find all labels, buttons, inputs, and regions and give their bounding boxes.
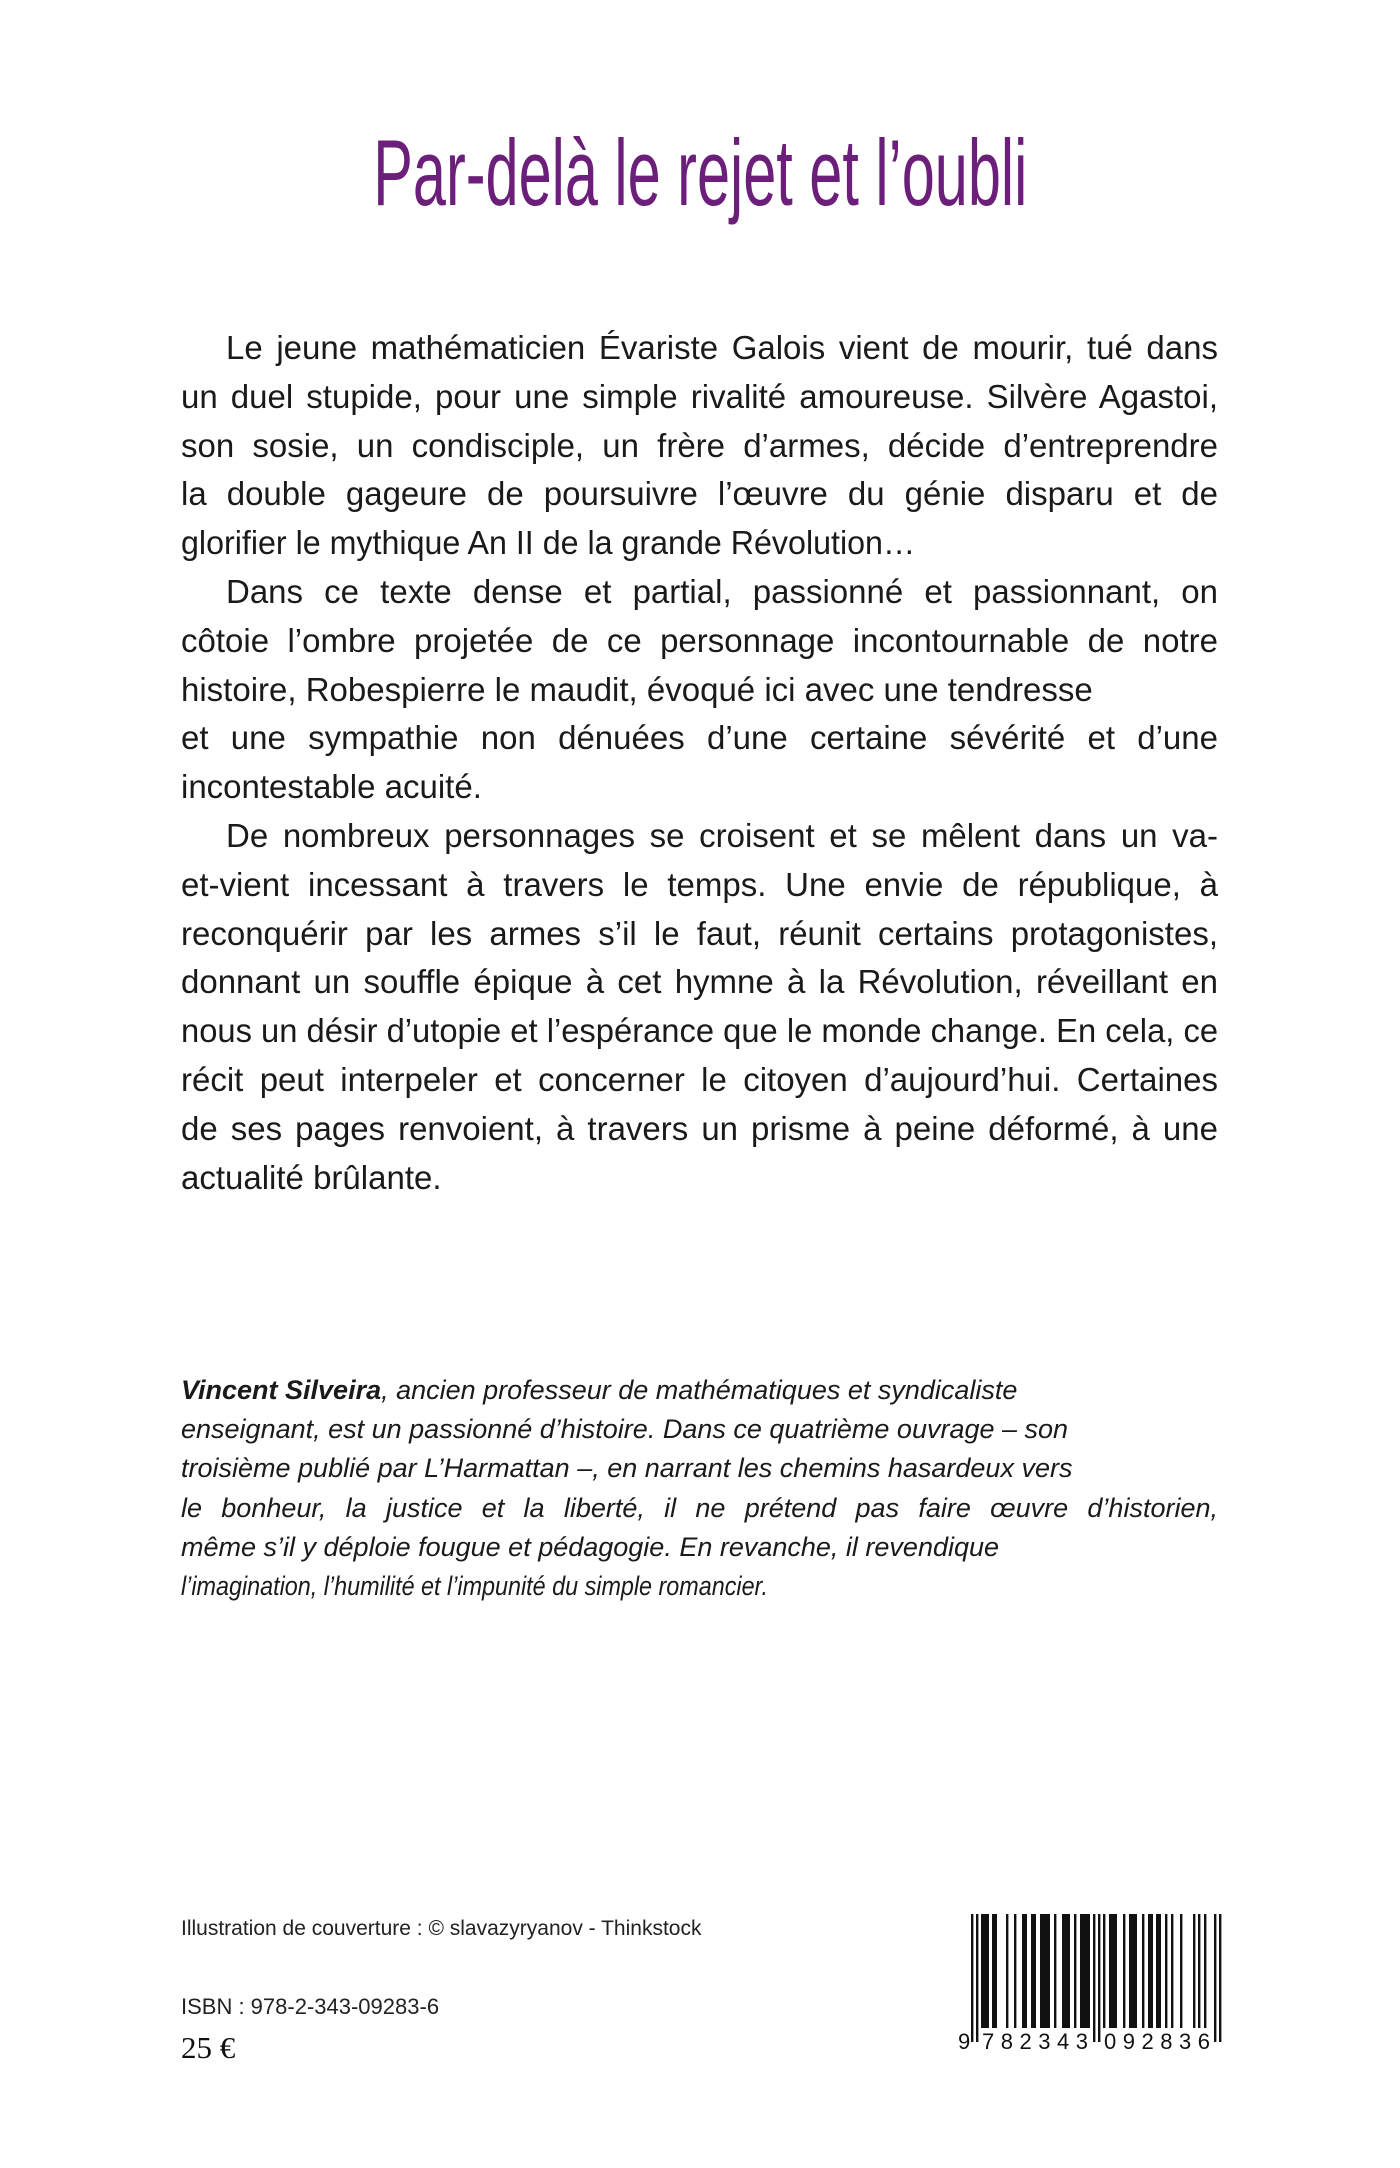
synopsis-line: glorifier le mythique An II de la grande Révolution… [181,524,916,562]
author-bio-line: enseignant, est un passionné d’histoire. Dans ce quatrième ouvrage – son [181,1414,1069,1445]
author-bio-first-line: , ancien professeur de mathématiques et syndicaliste [381,1375,1018,1405]
synopsis-line: et une sympathie non dénuées d’une certaine sévérité et d’une [181,719,1218,757]
synopsis-line: reconquérir par les armes s’il le faut, réunit certains protagonistes, [181,914,1218,952]
synopsis-line: un duel stupide, pour une simple rivalité amoureuse. Silvère Agastoi, [181,377,1218,415]
synopsis-line: donnant un souffle épique à cet hymne à la Révolution, réveillant en [181,963,1218,1001]
synopsis [181,324,1218,1202]
author-bio-line [181,1371,1017,1410]
synopsis-line: récit peut interpeler et concerner le citoyen d’aujourd’hui. Certaines [181,1060,1218,1098]
synopsis-line: et-vient incessant à travers le temps. Une envie de république, à [181,865,1218,903]
author-bio-line: même s’il y déploie fougue et pédagogie. En revanche, il revendique [181,1531,1000,1562]
synopsis-line: incontestable acuité. [181,768,482,806]
author-bio-line: le bonheur, la justice et la liberté, il ne prétend pas faire œuvre d’historien, [181,1492,1218,1523]
synopsis-line: Dans ce texte dense et partial, passionné et passionnant, on [226,572,1218,610]
book-title-text: Par-delà le rejet et l’oubli [372,120,1028,225]
author-bio-line: l’imagination, l’humilité et l’impunité du simple romancier. [181,1570,768,1601]
barcode-icon [958,1912,1228,2058]
price: 25 € [181,2030,236,2065]
synopsis-line: nous un désir d’utopie et l’espérance que le monde change. En cela, ce [181,1012,1219,1050]
author-bio [181,1371,1218,1606]
synopsis-line: histoire, Robespierre le maudit, évoqué ici avec une tendresse [181,670,1093,708]
illustration-credit: Illustration de couverture : © slavazyryanov - Thinkstock [181,1917,702,1940]
synopsis-line: son sosie, un condisciple, un frère d’armes, décide d’entreprendre [181,426,1218,464]
synopsis-line: la double gageure de poursuivre l’œuvre du génie disparu et de [181,475,1218,513]
author-bio-line: troisième publié par L’Harmattan –, en narrant les chemins hasardeux vers [181,1453,1073,1484]
isbn: ISBN : 978-2-343-09283-6 [181,1994,440,2019]
isbn-barcode [958,1912,1228,2058]
synopsis-line: De nombreux personnages se croisent et se mêlent dans un va- [226,816,1218,854]
svg-text:092836: 092836 [1104,2029,1210,2054]
author-name: Vincent Silveira [181,1375,382,1405]
book-title [0,118,1400,228]
synopsis-line: Le jeune mathématicien Évariste Galois vient de mourir, tué dans [226,329,1218,366]
svg-text:782343: 782343 [982,2029,1088,2054]
synopsis-line: de ses pages renvoient, à travers un prisme à peine déformé, à une [181,1109,1218,1147]
synopsis-line: côtoie l’ombre projetée de ce personnage incontournable de notre [181,621,1218,659]
synopsis-line: actualité brûlante. [181,1158,442,1196]
svg-text:9: 9 [958,2029,971,2054]
